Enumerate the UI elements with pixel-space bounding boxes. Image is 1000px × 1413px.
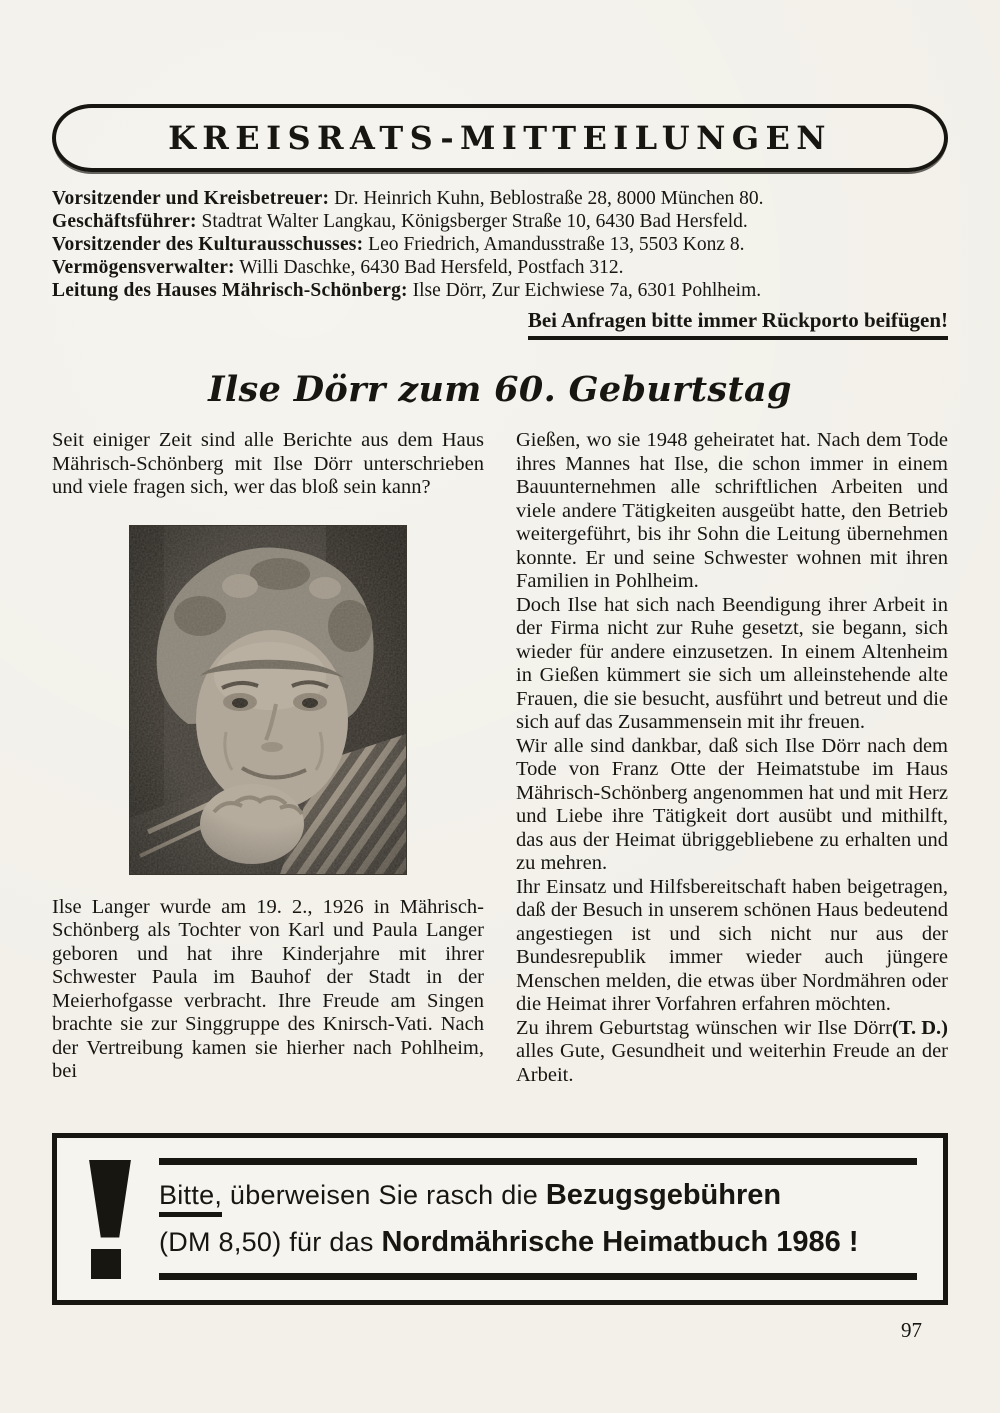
subscription-line-1-bold: Bezugsgebühren <box>545 1179 782 1211</box>
article-paragraph: Gießen, wo sie 1948 geheiratet hat. Nach dem Tode ihres Mannes hat Ilse, die schon immer in einem Bauunternehmen alle schriftlichen Arbeiten und viele andere Tätigkeiten ausgeübt hatte, den Betrieb weitergeführt, bis ihr Sohn die Leitung übernehmen konnte. Er und seine Schwester wohnen mit ihren Familien in Pohlheim. <box>516 429 948 592</box>
official-role: Vorsitzender und Kreisbetreuer: <box>52 188 330 209</box>
exclamation-dot <box>91 1249 121 1279</box>
officials-list <box>52 187 948 302</box>
rueckporto-notice-row <box>52 308 948 340</box>
official-details: Ilse Dörr, Zur Eichwiese 7a, 6301 Pohlheim. <box>407 280 762 301</box>
official-details: Dr. Heinrich Kuhn, Beblostraße 28, 8000 München 80. <box>329 188 764 209</box>
masthead-banner <box>52 104 948 172</box>
subscription-line-2 <box>159 1226 917 1259</box>
subscription-line-1-text: überweisen Sie rasch die <box>222 1180 546 1210</box>
official-role: Vermögensverwalter: <box>52 257 235 278</box>
official-role: Geschäftsführer: <box>52 211 197 232</box>
article-paragraph: Wir alle sind dankbar, daß sich Ilse Dörr nach dem Tode von Franz Otte der Heimatstube im Haus Mährisch-Schönberg angenommen hat und mit Herz und Liebe ihre Tätigkeit dort ausübt und mithilft, das aus der Heimat übriggebliebene zu erhalten und zu mehren. <box>516 734 948 874</box>
article-paragraph-text: Zu ihrem Geburtstag wünschen wir Ilse Dörr alles Gute, Gesundheit und weiterhin Freude an der Arbeit. <box>516 1016 948 1086</box>
subscription-line-1 <box>159 1179 917 1212</box>
divider-bottom <box>159 1273 917 1280</box>
official-line <box>52 233 948 256</box>
article-paragraph: Ihr Einsatz und Hilfsbereitschaft haben beigetragen, daß der Besuch in unserem schönen Haus bedeutend angestiegen ist und sich nicht nur aus der Bundesrepublik immer wieder auch jüngere Menschen melden, die etwas über Nordmähren oder die Heimat ihrer Vorfahren erfahren möchten. <box>516 875 948 1015</box>
article-left-column <box>52 429 484 1087</box>
exclamation-bar <box>89 1160 131 1238</box>
official-line <box>52 210 948 233</box>
article-byline: (T. D.) <box>892 1016 948 1039</box>
official-details: Stadtrat Walter Langkau, Königsberger Straße 10, 6430 Bad Hersfeld. <box>196 211 748 232</box>
article-right-column <box>516 429 948 1087</box>
article-paragraph <box>516 1017 948 1088</box>
official-details: Willi Daschke, 6430 Bad Hersfeld, Postfach 312. <box>234 257 624 278</box>
article-paragraph: Doch Ilse hat sich nach Beendigung ihrer Arbeit in der Firma nicht zur Ruhe gesetzt, sie begann, sich wieder für andere einzusetzen. In einem Altenheim in Gießen kümmert sie sich um alleinstehende alte Frauen, die sie besucht, ausführt und betreut und die sich auf das Zusammensein mit ihr freuen. <box>516 593 948 733</box>
official-role: Vorsitzender des Kulturausschusses: <box>52 234 364 255</box>
article-paragraph: Seit einiger Zeit sind alle Berichte aus dem Haus Mährisch-Schönberg mit Ilse Dörr unterschrieben und viele fragen sich, wer das bloß sein kann? <box>52 429 484 498</box>
official-line <box>52 279 948 302</box>
subscription-line-2-text: (DM 8,50) für das <box>159 1227 382 1257</box>
official-role: Leitung des Hauses Mährisch-Schönberg: <box>52 280 408 301</box>
subscription-line-2-bold: Nordmährische Heimatbuch 1986 ! <box>381 1226 859 1258</box>
official-details: Leo Friedrich, Amandusstraße 13, 5503 Konz 8. <box>363 234 745 255</box>
article-body <box>52 429 948 1087</box>
exclamation-icon <box>87 1158 133 1280</box>
official-line <box>52 187 948 210</box>
page-number: 97 <box>901 1318 922 1342</box>
divider-top <box>159 1158 917 1165</box>
article-paragraph: Ilse Langer wurde am 19. 2., 1926 in Mährisch-Schönberg als Tochter von Karl und Paula Langer geboren und hat ihre Kinderjahre mit ihrer Schwester Paula im Bauhof der Stadt in der Meierhofgasse verbracht. Ihre Freude am Singen brachte sie zur Singgruppe des Knirsch-Vati. Nach der Vertreibung kamen sie hierher nach Pohlheim, bei <box>52 895 484 1082</box>
portrait-photo <box>129 525 407 875</box>
subscription-notice-box <box>52 1133 948 1305</box>
masthead-title: KREISRATS-MITTEILUNGEN <box>168 119 832 157</box>
underlined-word: Bitte, <box>159 1180 222 1217</box>
subscription-notice-content <box>159 1158 917 1280</box>
rueckporto-notice: Bei Anfragen bitte immer Rückporto beifügen! <box>528 308 948 340</box>
official-line <box>52 256 948 279</box>
article-title: Ilse Dörr zum 60. Geburtstag <box>208 369 792 410</box>
